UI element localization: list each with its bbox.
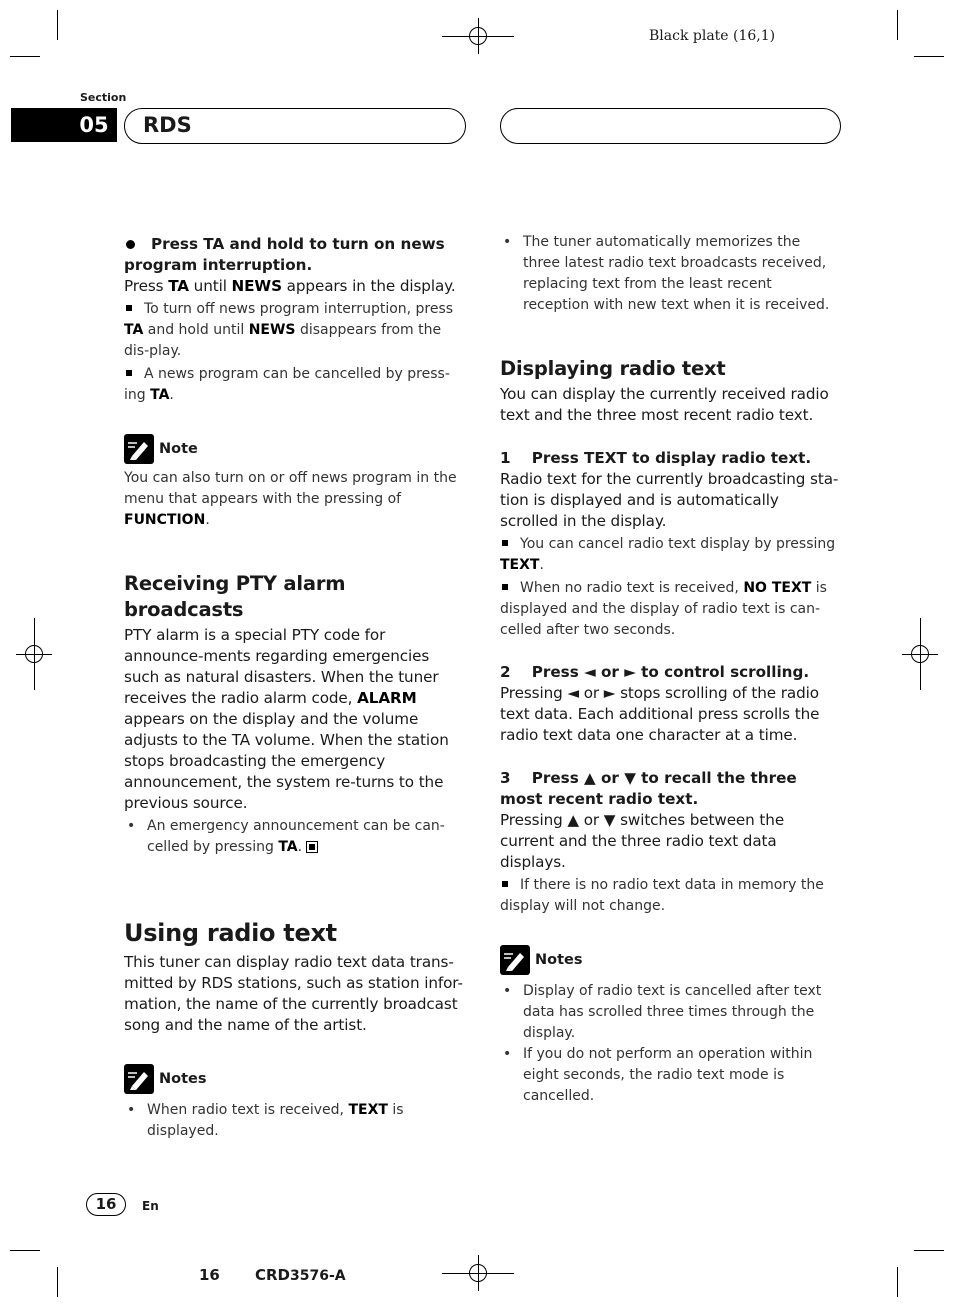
square-bullet-icon bbox=[126, 305, 132, 311]
pencil-note-icon bbox=[124, 434, 154, 464]
right-column bbox=[500, 232, 840, 1107]
pencil-note-icon bbox=[124, 1064, 154, 1094]
crop-mark bbox=[10, 1250, 40, 1251]
display-heading: Displaying radio text bbox=[500, 357, 726, 380]
section-label: Section bbox=[80, 91, 127, 104]
notes-header: Notes bbox=[124, 1064, 464, 1094]
step-2-paragraph: Pressing ◄ or ► stops scrolling of the radio text data. Each additional press scrolls the radio text data one character at a time. bbox=[500, 684, 820, 744]
list-item: To turn off news program interruption, press TA and hold until NEWS disappears from the dis-play. bbox=[124, 301, 454, 359]
using-heading: Using radio text bbox=[124, 919, 337, 947]
bullet-dot-icon bbox=[126, 240, 135, 249]
list-item: You can cancel radio text display by pressing TEXT. bbox=[500, 536, 836, 573]
notes-header: Notes bbox=[500, 945, 840, 975]
registration-mark-icon bbox=[902, 636, 938, 672]
crop-mark bbox=[10, 56, 40, 57]
list-item: If there is no radio text data in memory the display will not change. bbox=[500, 877, 824, 914]
page-number: 16 bbox=[86, 1193, 126, 1216]
pencil-note-icon bbox=[500, 945, 530, 975]
footer-page-number: 16 bbox=[199, 1266, 220, 1284]
section-number: 05 bbox=[74, 108, 114, 142]
list-item: • The tuner automatically memorizes the three latest radio text broadcasts received, replacing text from the least recent reception with new text when it is received. bbox=[503, 234, 830, 313]
list-item: • An emergency announcement can be can-celled by pressing TA. bbox=[127, 818, 445, 855]
pty-paragraph: PTY alarm is a special PTY code for announce-ments regarding emergencies such as natural disasters. When the tuner receives the radio alarm code, ALARM appears on the display and the volume adjusts to the TA volume. When the station stops broadcasting the emergency announcement, the system re-turns to the previous source. bbox=[124, 626, 449, 812]
registration-mark-icon bbox=[16, 636, 52, 672]
right-title-box bbox=[500, 108, 841, 144]
note-text: You can also turn on or off news program in the menu that appears with the pressing of FUNCTION. bbox=[124, 470, 457, 528]
note-header: Note bbox=[124, 434, 464, 464]
step-3-heading: 3 Press ▲ or ▼ to recall the three most recent radio text. bbox=[500, 769, 797, 808]
using-paragraph: This tuner can display radio text data trans-mitted by RDS stations, such as station infor-mation, the name of the currently broadcast song and the name of the artist. bbox=[124, 953, 463, 1034]
square-bullet-icon bbox=[126, 370, 132, 376]
registration-mark-icon bbox=[460, 1255, 496, 1291]
step-3-paragraph: Pressing ▲ or ▼ switches between the current and the three radio text data displays. bbox=[500, 811, 785, 871]
language-label: En bbox=[142, 1199, 159, 1213]
crop-mark bbox=[897, 1267, 898, 1297]
list-item: A news program can be cancelled by press-ing TA. bbox=[124, 366, 450, 403]
plate-label: Black plate (16,1) bbox=[649, 28, 776, 44]
list-item: • Display of radio text is cancelled after text data has scrolled three times through the display. bbox=[503, 983, 822, 1041]
ta-step-heading: Press TA and hold to turn on news program interruption. bbox=[124, 235, 445, 274]
list-item: When no radio text is received, NO TEXT is displayed and the display of radio text is can-celled after two seconds. bbox=[500, 580, 827, 638]
crop-mark bbox=[57, 1267, 58, 1297]
section-title: RDS bbox=[143, 113, 192, 137]
square-bullet-icon bbox=[502, 881, 508, 887]
list-item: • When radio text is received, TEXT is displayed. bbox=[127, 1102, 404, 1139]
square-bullet-icon bbox=[502, 540, 508, 546]
display-paragraph: You can display the currently received radio text and the three most recent radio text. bbox=[500, 385, 829, 424]
crop-mark bbox=[897, 10, 898, 40]
step-1-paragraph: Radio text for the currently broadcasting sta-tion is displayed and is automatically scrolled in the display. bbox=[500, 470, 839, 530]
footer-model-code: CRD3576-A bbox=[255, 1266, 346, 1284]
list-item: • If you do not perform an operation within eight seconds, the radio text mode is cancelled. bbox=[503, 1046, 813, 1104]
end-square-icon bbox=[306, 841, 318, 853]
pty-heading: Receiving PTY alarm broadcasts bbox=[124, 572, 346, 621]
left-column bbox=[124, 234, 464, 1142]
ta-paragraph: Press TA until NEWS appears in the display. bbox=[124, 277, 456, 295]
square-bullet-icon bbox=[502, 584, 508, 590]
step-1-heading: 1 Press TEXT to display radio text. bbox=[500, 449, 812, 467]
crop-mark bbox=[914, 1250, 944, 1251]
section-title-box bbox=[124, 108, 466, 144]
registration-mark-icon bbox=[460, 18, 496, 54]
crop-mark bbox=[914, 56, 944, 57]
crop-mark bbox=[57, 10, 58, 40]
step-2-heading: 2 Press ◄ or ► to control scrolling. bbox=[500, 663, 810, 681]
